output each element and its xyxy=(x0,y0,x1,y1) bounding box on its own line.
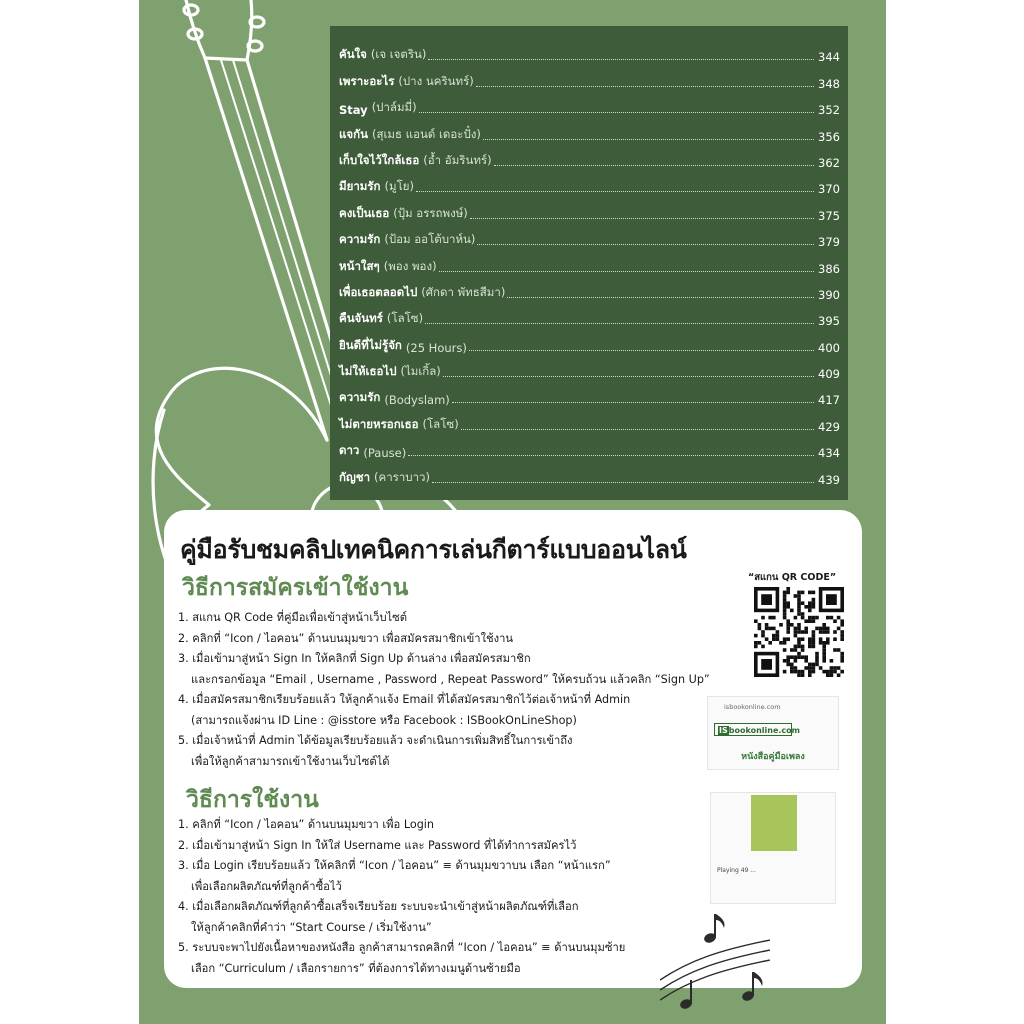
toc-page-number: 352 xyxy=(818,103,840,118)
toc-artist: (ไมเกิ้ล) xyxy=(400,364,441,379)
product-screenshot xyxy=(710,792,836,904)
toc-artist: (พอง พอง) xyxy=(383,258,437,273)
toc-artist: (อ้ำ อัมรินทร์) xyxy=(423,152,492,167)
toc-row xyxy=(339,64,840,90)
toc-artist: (ปาง นครินทร์) xyxy=(398,73,474,88)
toc-song-title: แจกัน xyxy=(339,126,368,141)
toc-leader-dots xyxy=(425,323,814,324)
step-line: ให้ลูกค้าคลิกที่คำว่า “Start Course / เริ่มใช้งาน” xyxy=(191,920,432,934)
usage-heading: วิธีการใช้งาน xyxy=(186,787,319,813)
toc-leader-dots xyxy=(507,297,814,298)
qr-code-icon xyxy=(754,587,844,677)
toc-song-title: Stay xyxy=(339,103,368,118)
music-notes-decoration xyxy=(660,900,770,1024)
step-line: 2. คลิกที่ “Icon / ไอคอน” ด้านบนมุมขวา เพื่อสมัครสมาชิกเข้าใช้งาน xyxy=(178,631,514,645)
toc-leader-dots xyxy=(469,350,814,351)
site-logo-rest: bookonline.com xyxy=(728,726,800,735)
toc-song-title: เพราะอะไร xyxy=(339,73,395,88)
toc-page-number: 362 xyxy=(818,155,840,170)
toc-page-number: 439 xyxy=(818,472,840,487)
toc-row xyxy=(339,117,840,143)
toc-row xyxy=(339,302,840,328)
toc-page-number: 390 xyxy=(818,287,840,302)
toc-song-title: คงเป็นเธอ xyxy=(339,205,390,220)
toc-artist: (ปาล์มมี่) xyxy=(371,100,417,115)
toc-leader-dots xyxy=(428,59,814,60)
step-line: 5. ระบบจะพาไปยังเนื้อหาของหนังสือ ลูกค้าสามารถคลิกที่ “Icon / ไอคอน” ≡ ด้านบนมุมซ้าย xyxy=(178,941,626,954)
product-label: Playing 49 ... xyxy=(717,867,756,874)
toc-song-title: กัญชา xyxy=(339,469,371,484)
step-line: 3. เมื่อ Login เรียบร้อยแล้ว ให้คลิกที่ “Icon / ไอคอน” ≡ ด้านมุมขวาบน เลือก “หน้าแรก” xyxy=(178,859,611,872)
toc-artist: (เจ เจตริน) xyxy=(370,47,427,62)
toc-page-number: 417 xyxy=(818,393,840,408)
step-line: 2. เมื่อเข้ามาสู่หน้า Sign In ให้ใส่ Username และ Password ที่ได้ทำการสมัครไว้ xyxy=(178,838,577,852)
site-logo xyxy=(714,723,800,736)
toc-song-title: ไม่ตายหรอกเธอ xyxy=(339,416,419,431)
site-url: isbookonline.com xyxy=(724,703,781,711)
toc-page-number: 370 xyxy=(818,182,840,197)
qr-label: “สแกน QR CODE” xyxy=(748,572,837,583)
register-heading: วิธีการสมัครเข้าใช้งาน xyxy=(182,575,409,601)
toc-row xyxy=(339,249,840,275)
toc-row xyxy=(339,170,840,196)
toc-page-number: 395 xyxy=(818,314,840,329)
toc-row xyxy=(339,460,840,486)
step-line: เพื่อเลือกผลิตภัณฑ์ที่ลูกค้าซื้อไว้ xyxy=(191,879,342,893)
toc-row xyxy=(339,38,840,64)
site-logo-is: IS xyxy=(719,726,728,735)
toc-song-title: หน้าใสๆ xyxy=(339,258,380,273)
toc-leader-dots xyxy=(483,139,814,140)
toc-artist: (สุเมธ แอนด์ เดอะปั๋ง) xyxy=(371,126,481,141)
toc-song-title: เพื่อเธอตลอดไป xyxy=(339,284,418,299)
toc-artist: (Pause) xyxy=(363,446,407,461)
step-line: 4. เมื่อเลือกผลิตภัณฑ์ที่ลูกค้าซื้อเสร็จเรียบร้อย ระบบจะนำเข้าสู่หน้าผลิตภัณฑ์ที่เลือก xyxy=(178,900,579,913)
toc-artist: (โลโซ) xyxy=(422,416,459,431)
toc-leader-dots xyxy=(477,244,814,245)
toc-artist: (Bodyslam) xyxy=(384,393,450,408)
toc-artist: (ป้อม ออโต้บาห์น) xyxy=(384,232,476,247)
toc-artist: (ศักดา พัทธสีมา) xyxy=(421,284,506,299)
toc-row xyxy=(339,196,840,222)
step-line: 1. สแกน QR Code ที่คู่มือเพื่อเข้าสู่หน้าเว็บไซต์ xyxy=(178,611,408,624)
toc-page-number: 348 xyxy=(818,76,840,91)
toc-leader-dots xyxy=(416,191,814,192)
toc-leader-dots xyxy=(452,402,814,403)
step-line: 4. เมื่อสมัครสมาชิกเรียบร้อยแล้ว ให้ลูกค้าแจ้ง Email ที่ได้สมัครสมาชิกไว้ต่อเจ้าหน้าที่ Admin xyxy=(178,693,631,706)
toc-song-title: ไม่ให้เธอไป xyxy=(339,364,397,379)
toc-leader-dots xyxy=(461,429,814,430)
toc-song-title: ความรัก xyxy=(339,390,381,405)
toc-row xyxy=(339,355,840,381)
toc-page-number: 429 xyxy=(818,419,840,434)
step-line: 5. เมื่อเจ้าหน้าที่ Admin ได้ข้อมูลเรียบร้อยแล้ว จะดำเนินการเพิ่มสิทธิ์ในการเข้าถึง xyxy=(178,734,573,747)
toc-song-title: มียามรัก xyxy=(339,179,381,194)
toc-row xyxy=(339,328,840,354)
step-line: และกรอกข้อมูล “Email , Username , Password , Repeat Password” ให้ครบถ้วน แล้วคลิก “Sign Up” xyxy=(191,672,710,686)
toc-leader-dots xyxy=(470,218,814,219)
toc-leader-dots xyxy=(432,482,814,483)
toc-row xyxy=(339,276,840,302)
toc-leader-dots xyxy=(476,86,814,87)
toc-artist: (มูโย) xyxy=(384,179,414,194)
toc-song-title: ดาว xyxy=(339,443,360,458)
toc-leader-dots xyxy=(443,376,814,377)
toc-page-number: 356 xyxy=(818,129,840,144)
step-line: เพื่อให้ลูกค้าสามารถเข้าใช้งานเว็บไซต์ได้ xyxy=(191,754,390,768)
toc-row xyxy=(339,223,840,249)
toc-artist: (คาราบาว) xyxy=(374,469,431,484)
step-line: เลือก “Curriculum / เลือกรายการ” ที่ต้องการได้ทางเมนูด้านซ้ายมือ xyxy=(191,961,521,975)
toc-song-title: คันใจ xyxy=(339,47,367,62)
usage-steps xyxy=(178,815,625,979)
toc-leader-dots xyxy=(494,165,814,166)
table-of-contents xyxy=(330,26,848,500)
toc-row xyxy=(339,91,840,117)
toc-song-title: คืนจันทร์ xyxy=(339,311,383,326)
toc-page-number: 400 xyxy=(818,340,840,355)
toc-song-title: ความรัก xyxy=(339,232,381,247)
toc-row xyxy=(339,434,840,460)
book-cover-image xyxy=(751,795,797,851)
toc-row xyxy=(339,381,840,407)
toc-row xyxy=(339,144,840,170)
toc-page-number: 409 xyxy=(818,367,840,382)
toc-leader-dots xyxy=(408,455,814,456)
toc-page-number: 386 xyxy=(818,261,840,276)
toc-artist: (25 Hours) xyxy=(405,340,467,355)
guide-title: คู่มือรับชมคลิปเทคนิคการเล่นกีตาร์แบบออนไลน์ xyxy=(180,535,687,564)
step-line: 3. เมื่อเข้ามาสู่หน้า Sign In ให้คลิกที่ Sign Up ด้านล่าง เพื่อสมัครสมาชิก xyxy=(178,652,531,665)
toc-leader-dots xyxy=(419,112,814,113)
step-line: 1. คลิกที่ “Icon / ไอคอน” ด้านบนมุมขวา เพื่อ Login xyxy=(178,818,435,831)
toc-page-number: 344 xyxy=(818,50,840,65)
toc-row xyxy=(339,407,840,433)
toc-page-number: 375 xyxy=(818,208,840,223)
toc-page-number: 434 xyxy=(818,446,840,461)
site-caption: หนังสือคู่มือเพลง xyxy=(741,752,805,762)
toc-leader-dots xyxy=(439,271,814,272)
toc-song-title: ยินดีที่ไม่รู้จัก xyxy=(339,337,402,352)
toc-artist: (โลโซ) xyxy=(386,311,424,326)
toc-page-number: 379 xyxy=(818,235,840,250)
toc-artist: (ปุ้ม อรรถพงษ์) xyxy=(393,205,468,220)
toc-song-title: เก็บใจไว้ใกล้เธอ xyxy=(339,152,420,167)
step-line: (สามารถแจ้งผ่าน ID Line : @isstore หรือ Facebook : ISBookOnLineShop) xyxy=(191,713,577,727)
register-steps xyxy=(178,608,710,772)
website-screenshot xyxy=(707,696,839,770)
